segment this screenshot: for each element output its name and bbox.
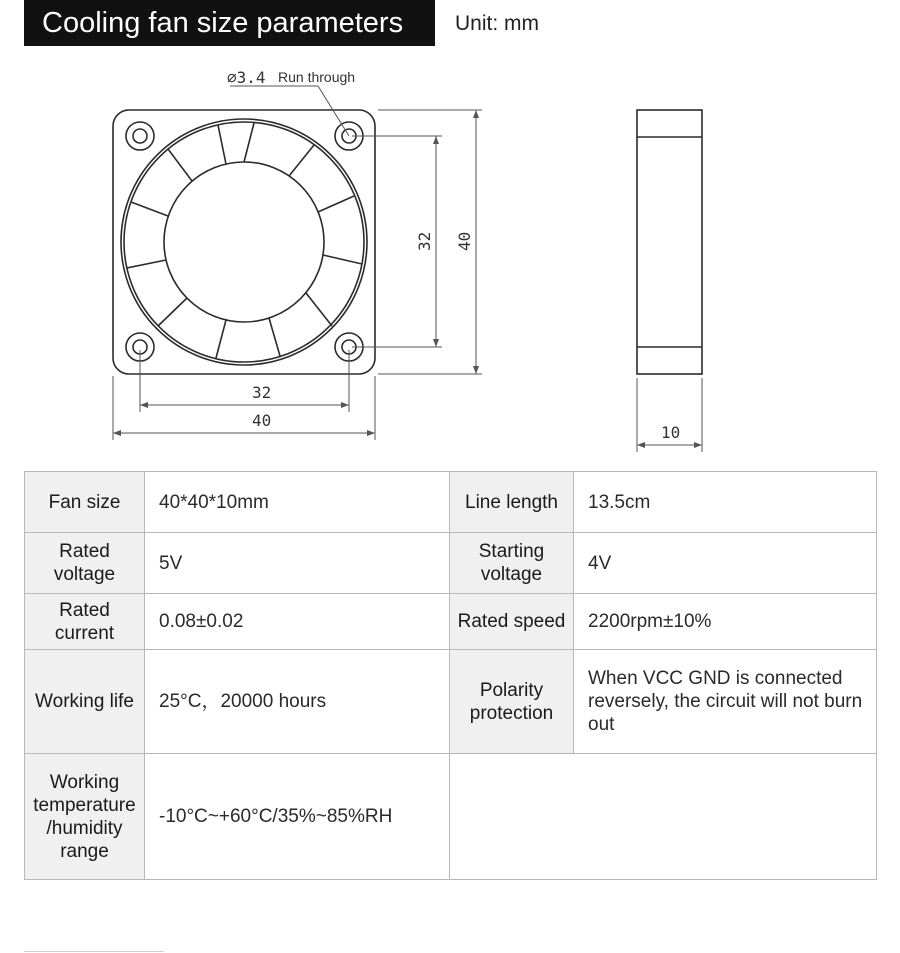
divider xyxy=(24,951,164,952)
mount-hole-top-left xyxy=(126,122,154,150)
hole-diameter-label: ⌀3.4 xyxy=(227,68,266,87)
spec-table xyxy=(24,471,877,880)
temp-humidity-value: -10°C~+60°C/35%~85%RH xyxy=(145,754,450,880)
table-row xyxy=(25,533,877,594)
working-life-label: Working life xyxy=(25,650,145,754)
temp-humidity-label: Working temperature /humidity range xyxy=(25,754,145,880)
fan-size-label: Fan size xyxy=(25,472,145,533)
fan-size-value: 40*40*10mm xyxy=(145,472,450,533)
hole-through-label: Run through xyxy=(278,69,356,85)
working-life-value: 25°C，20000 hours xyxy=(145,650,450,754)
table-row xyxy=(25,754,877,880)
empty-cell xyxy=(450,754,877,880)
fan-side-view xyxy=(637,110,702,374)
line-length-value: 13.5cm xyxy=(574,472,877,533)
fan-frame-outer xyxy=(113,110,375,374)
line-length-label: Line length xyxy=(450,472,574,533)
starting-voltage-label: Starting voltage xyxy=(450,533,574,594)
fan-dimension-drawing xyxy=(0,0,900,470)
page-title: Cooling fan size parameters xyxy=(24,0,435,46)
dim-horizontal-40: 40 xyxy=(252,411,272,430)
unit-label: Unit: mm xyxy=(455,12,539,35)
rated-speed-value: 2200rpm±10% xyxy=(574,594,877,650)
fan-hub xyxy=(164,162,324,322)
dim-vertical-32: 32 xyxy=(415,231,434,251)
fan-outer-ring xyxy=(121,119,367,365)
polarity-protection-value: When VCC GND is connected reversely, the circuit will not burn out xyxy=(574,650,877,754)
fan-inner-ring xyxy=(124,122,364,362)
dim-thickness-10: 10 xyxy=(661,423,681,442)
rated-voltage-label: Rated voltage xyxy=(25,533,145,594)
dim-vertical-40: 40 xyxy=(455,231,474,251)
rated-current-value: 0.08±0.02 xyxy=(145,594,450,650)
table-row xyxy=(25,650,877,754)
rated-speed-label: Rated speed xyxy=(450,594,574,650)
table-row xyxy=(25,472,877,533)
rated-current-label: Rated current xyxy=(25,594,145,650)
polarity-protection-label: Polarity protection xyxy=(450,650,574,754)
rated-voltage-value: 5V xyxy=(145,533,450,594)
dim-horizontal-32: 32 xyxy=(252,383,272,402)
table-row xyxy=(25,594,877,650)
starting-voltage-value: 4V xyxy=(574,533,877,594)
